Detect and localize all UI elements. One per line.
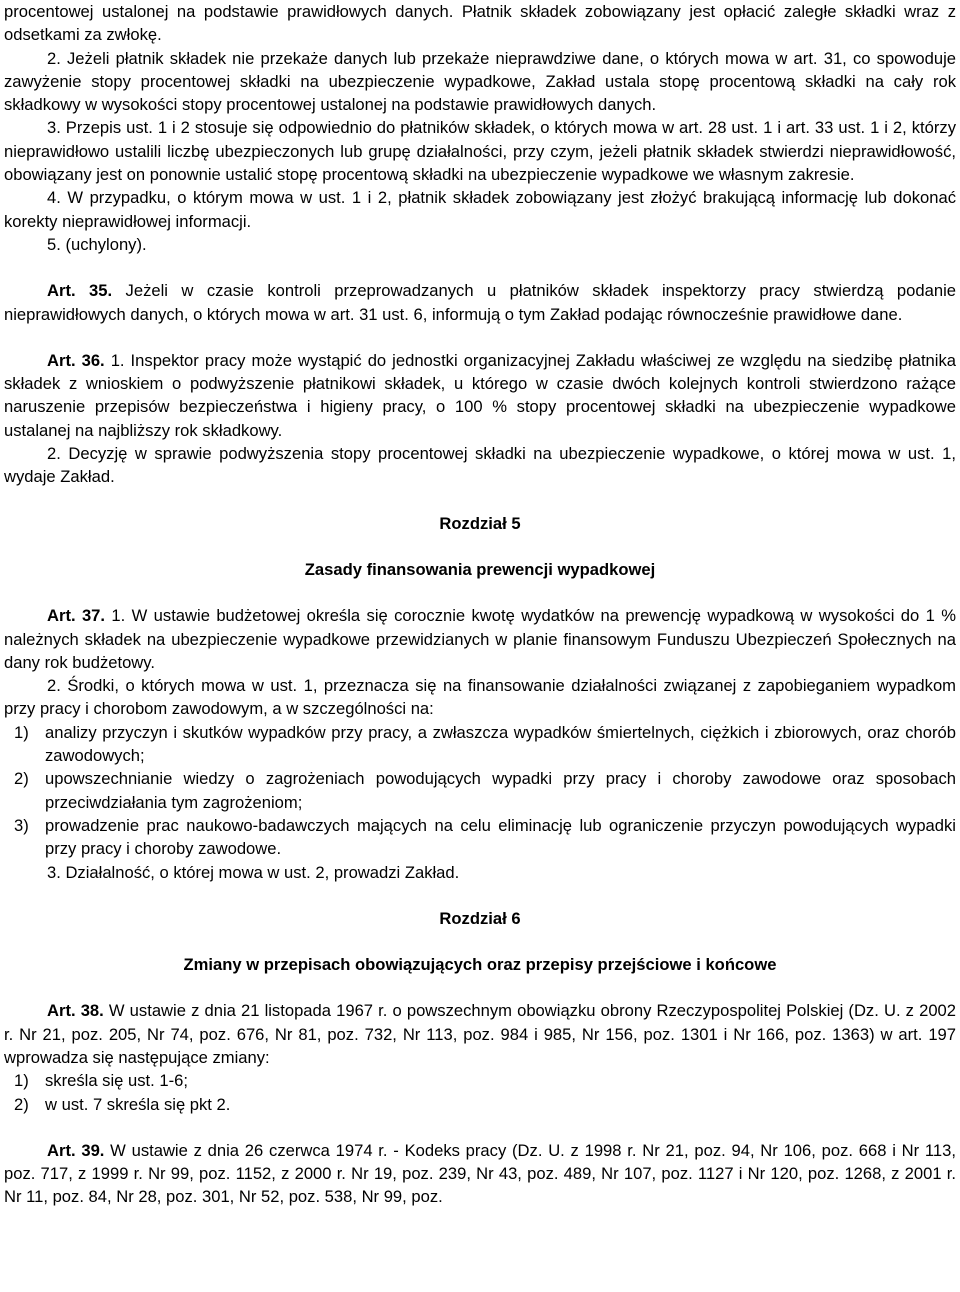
chapter-5-number: Rozdział 5 — [439, 513, 521, 533]
art36-paragraph — [4, 349, 956, 442]
list-number: 3) — [14, 815, 29, 835]
list-item — [4, 1093, 956, 1116]
chapter-6-number: Rozdział 6 — [439, 908, 521, 928]
spacer — [4, 1116, 956, 1139]
article-text: 1. Inspektor pracy może wystąpić do jednostki organizacyjnej Zakładu właściwej ze względu na siedzibę płatnika składek z wnioskiem o podwyższenie płatnikowi składek, u którego w czasie dwóch kolejnych kontroli stwierdzono rażące naruszenie przepisów bezpieczeństwa i higieny pracy, o 100 % stopy procentowej składki na ubezpieczenie wypadkowe ustalanej na najbliższy rok składkowy. — [4, 350, 956, 440]
list-number: 2) — [14, 769, 29, 789]
list-text: skreśla się ust. 1-6; — [45, 1071, 188, 1091]
article-label: Art. 39. — [47, 1140, 105, 1160]
list-text: prowadzenie prac naukowo-badawczych mających na celu eliminację lub ograniczenie przyczyn powodujących wypadki przy pracy i choroby zawodowe. — [45, 815, 956, 859]
list-item — [4, 1069, 956, 1092]
art38-paragraph — [4, 999, 956, 1069]
art34-ust3: 3. Przepis ust. 1 i 2 stosuje się odpowiednio do płatników składek, o których mowa w art. 28 ust. 1 i art. 33 ust. 1 i 2, którzy nieprawidłowo ustalili liczbę ubezpieczonych lub grupę działalności, przy czym, jeżeli płatnik składek stwierdzi nieprawidłowość, obowiązany jest on ponownie ustalić stopę procentową składki na ubezpieczenie wypadkowe we własnym zakresie. — [4, 118, 956, 185]
article-text: W ustawie z dnia 26 czerwca 1974 r. - Kodeks pracy (Dz. U. z 1998 r. Nr 21, poz. 94, Nr 106, poz. 668 i Nr 113, poz. 717, z 1999 r. Nr 99, poz. 1152, z 2000 r. Nr 19, poz. 239, Nr 43, poz. 489, Nr 107, poz. 1127 i Nr 120, poz. 1268, z 2001 r. Nr 11, poz. 84, Nr 28, poz. 301, Nr 52, poz. 538, Nr 99, poz. — [4, 1140, 956, 1207]
paragraph: procentowej ustalonej na podstawie prawidłowych danych. Płatnik składek zobowiązany jest opłacić zaległe składki wraz z odsetkami za zwłokę. — [4, 2, 956, 45]
list-text: analizy przyczyn i skutków wypadków przy pracy, a zwłaszcza wypadków śmiertelnych, ciężkich i zbiorowych, oraz chorób zawodowych; — [45, 722, 956, 766]
art34-ust4: 4. W przypadku, o którym mowa w ust. 1 i 2, płatnik składek zobowiązany jest złożyć brakującą informację lub dokonać korekty nieprawidłowej informacji. — [4, 188, 956, 231]
art34-ust2: 2. Jeżeli płatnik składek nie przekaże danych lub przekaże nieprawdziwe dane, o których mowa w art. 31, co spowoduje zawyżenie stopy procentowej składki na ubezpieczenie wypadkowe, Zakład ustala stopę procentową składki na cały rok składkowy w wysokości stopy procentowej ustalonej na podstawie prawidłowych danych. — [4, 48, 956, 115]
article-label: Art. 38. — [47, 1001, 104, 1021]
spacer — [4, 976, 956, 999]
list-item — [4, 767, 956, 814]
spacer — [4, 489, 956, 512]
art34-ust5: 5. (uchylony). — [47, 234, 147, 254]
article-label: Art. 36. — [47, 350, 105, 370]
article-label: Art. 37. — [47, 606, 106, 626]
art37-ust3: 3. Działalność, o której mowa w ust. 2, prowadzi Zakład. — [47, 862, 460, 882]
list-number: 1) — [14, 722, 29, 742]
spacer — [4, 535, 956, 558]
document-body — [4, 0, 956, 1209]
list-number: 2) — [14, 1094, 29, 1114]
article-label: Art. 35. — [47, 281, 113, 301]
article-text: 1. W ustawie budżetowej określa się corocznie kwotę wydatków na prewencję wypadkową w wysokości do 1 % należnych składek na ubezpieczenie wypadkowe przewidzianych w planie finansowym Funduszu Ubezpieczeń Społecznych na dany rok budżetowy. — [4, 606, 956, 672]
list-item — [4, 721, 956, 768]
list-text: w ust. 7 skreśla się pkt 2. — [45, 1094, 231, 1114]
spacer — [4, 326, 956, 349]
chapter-6-title: Zmiany w przepisach obowiązujących oraz przepisy przejściowe i końcowe — [183, 955, 777, 975]
spacer — [4, 256, 956, 279]
article-text: W ustawie z dnia 21 listopada 1967 r. o powszechnym obowiązku obrony Rzeczypospolitej Polskiej (Dz. U. z 2002 r. Nr 21, poz. 205, Nr 74, poz. 676, Nr 81, poz. 732, Nr 113, poz. 984 i 985, Nr 156, poz. 1301 i Nr 166, poz. 1363) w art. 197 wprowadza się następujące zmiany: — [4, 1001, 957, 1067]
spacer — [4, 930, 956, 953]
spacer — [4, 884, 956, 907]
art39-paragraph — [4, 1139, 956, 1209]
list-text: upowszechnianie wiedzy o zagrożeniach powodujących wypadki przy pracy i choroby zawodowe oraz sposobach przeciwdziałania tym zagrożeniom; — [45, 769, 956, 812]
list-item — [4, 814, 956, 861]
list-number: 1) — [14, 1071, 29, 1091]
art35-paragraph — [4, 279, 956, 326]
art37-ust2: 2. Środki, o których mowa w ust. 1, przeznacza się na finansowanie działalności związanej z zapobieganiem wypadkom przy pracy i chorobom zawodowym, a w szczególności na: — [4, 676, 956, 719]
art36-ust2: 2. Decyzję w sprawie podwyższenia stopy procentowej składki na ubezpieczenie wypadkowe, o której mowa w ust. 1, wydaje Zakład. — [4, 444, 956, 487]
article-text: Jeżeli w czasie kontroli przeprowadzanych u płatników składek inspektorzy pracy stwierdzą podanie nieprawidłowych danych, o których mowa w art. 31 ust. 6, informują o tym Zakład podając równocześnie prawidłowe dane. — [4, 281, 956, 324]
spacer — [4, 581, 956, 604]
chapter-5-title: Zasady finansowania prewencji wypadkowej — [304, 559, 656, 579]
art37-paragraph — [4, 604, 956, 674]
